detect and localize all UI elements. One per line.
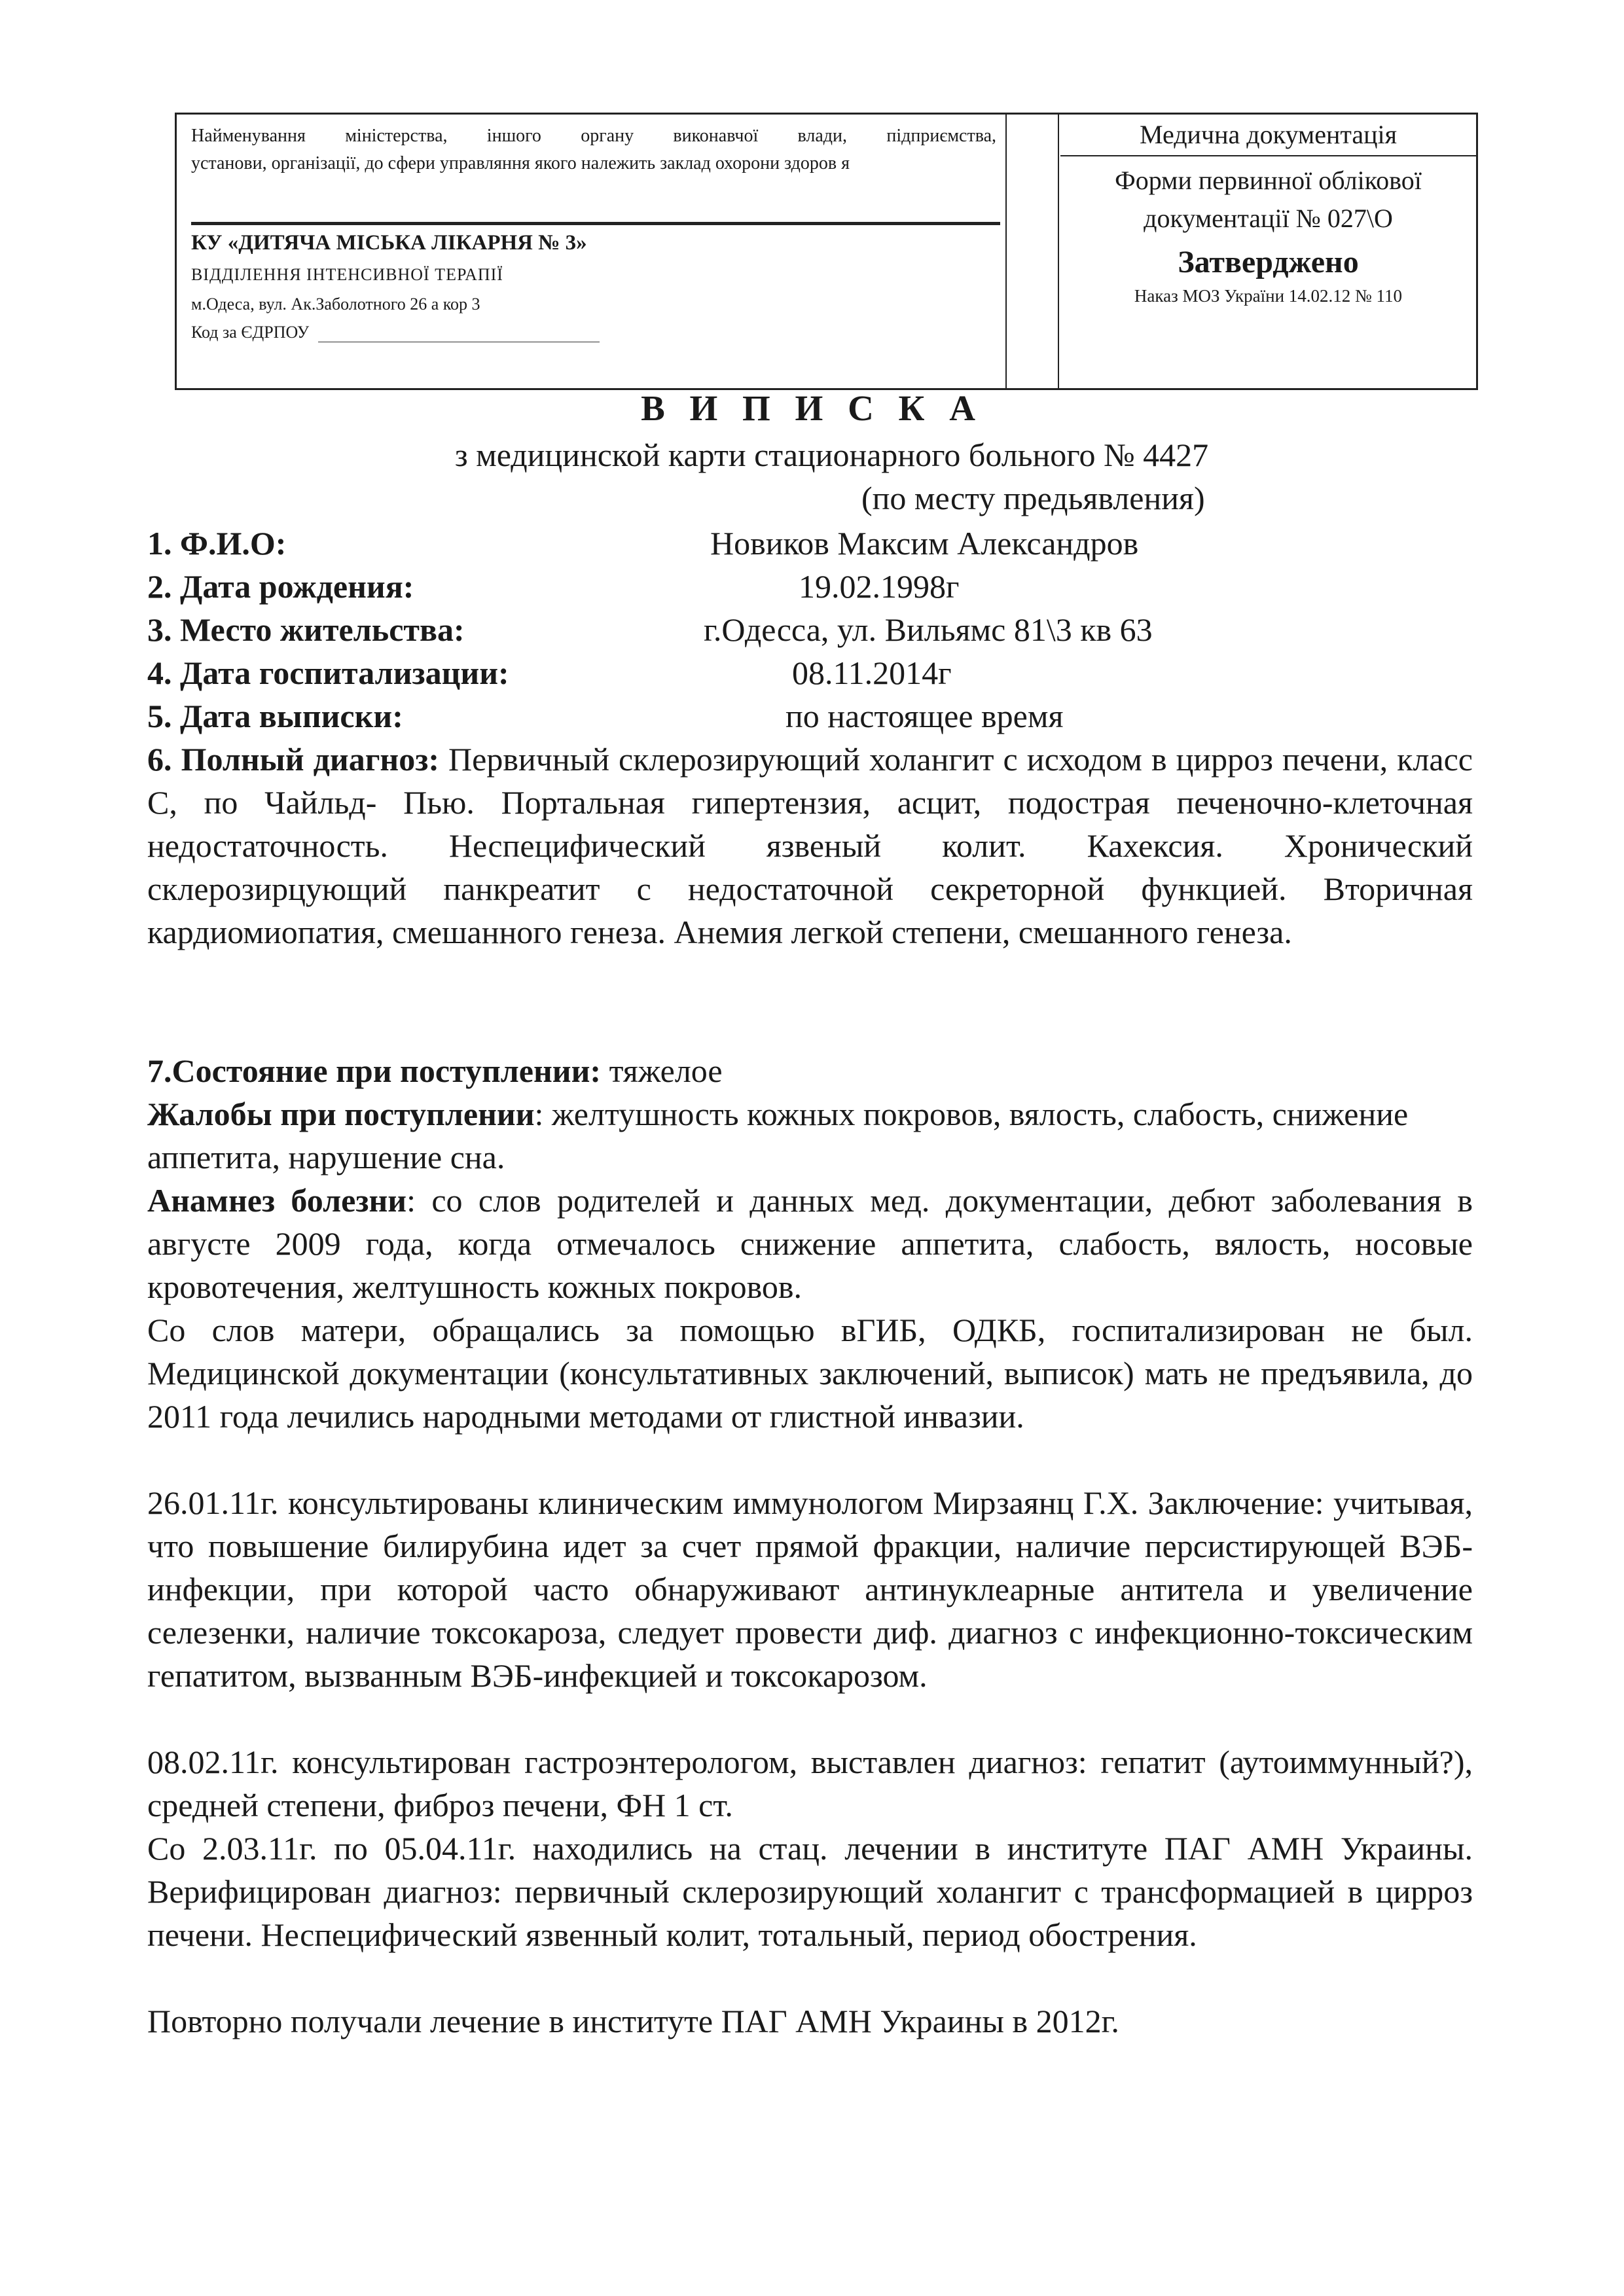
complaints-paragraph [147, 1092, 1450, 1179]
order-reference: Наказ МОЗ України 14.02.12 № 110 [1134, 286, 1403, 306]
condition-label: 7.Состояние при поступлении: [147, 1052, 602, 1089]
condition-value: тяжелое [601, 1052, 723, 1089]
field-value-residence: г.Одесса, ул. Вильямс 81\3 кв 63 [704, 611, 1153, 648]
history-paragraph-1: Со слов матери, обращались за помощью вГИБ, ОДКБ, госпитализирован не был. Медицинской документации (консультативных заключений, выписок) мать не предъявила, до 2011 года лечились народными методами от глистной инвазии. [147, 1312, 1473, 1435]
edrpou-code-row [191, 323, 600, 342]
history-paragraph-4: Со 2.03.11г. по 05.04.11г. находились на стац. лечении в институте ПАГ АМН Украины. Верифицирован диагноз: первичный склерозирующий холангит с трансформацией в цирроз печени. Неспецифический язвенный колит, тотальный, период обострения. [147, 1830, 1473, 1953]
header-box [175, 113, 1478, 390]
anamnesis-text: : со слов родителей и данных мед. документации, дебют заболевания в августе 2009 года, когда отмечалось снижение аппетита, слабость, вялость, носовые кровотечения, желтушность кожных покровов. [147, 1182, 1473, 1305]
edrpou-code-blank [318, 326, 600, 342]
complaints-label: Жалобы при поступлении [147, 1096, 535, 1132]
header-left-block [191, 122, 996, 342]
hospital-name: КУ «ДИТЯЧА МІСЬКА ЛІКАРНЯ № 3» [191, 231, 587, 255]
history-paragraph-3: 08.02.11г. консультирован гастроэнтерологом, выставлен диагноз: гепатит (аутоиммунный?), средней степени, фиброз печени, ФН 1 ст. [147, 1744, 1473, 1823]
forms-line-1: Форми первинної облікової [1115, 166, 1422, 195]
anamnesis-label: Анамнез болезни [147, 1182, 407, 1219]
field-label-residence: 3. Место жительства: [147, 611, 465, 648]
condition-line [147, 1049, 1473, 1092]
document-subtitle: з медицинской карти стационарного больного № 4427 [454, 437, 1209, 473]
field-label-fio: 1. Ф.И.О: [147, 525, 287, 562]
history-paragraph-5: Повторно получали лечение в институте ПАГ АМН Украины в 2012г. [147, 2003, 1119, 2039]
field-label-birthdate: 2. Дата рождения: [147, 568, 414, 605]
header-right-block [1060, 115, 1476, 306]
history-paragraph-2: 26.01.11г. консультированы клиническим иммунологом Мирзаянц Г.Х. Заключение: учитывая, что повышение билирубина идет за счет прямой фракции, наличие персистирующей ВЭБ-инфекции, при которой часто обнаруживают антинуклеарные антитела и увеличение селезенки, наличие токсокароза, следует провести диф. диагноз с инфекционно-токсическим гепатитом, вызванным ВЭБ-инфекцией и токсокарозом. [147, 1484, 1473, 1694]
field-value-admission-date: 08.11.2014г [792, 655, 952, 691]
department-name: ВІДДІЛЕННЯ ІНТЕНСИВНОЇ ТЕРАПІЇ [191, 265, 503, 284]
field-value-fio: Новиков Максим Александров [710, 525, 1139, 562]
document-title: В И П И С К А [641, 388, 983, 428]
field-value-discharge-date: по настоящее время [785, 698, 1064, 734]
document-subtitle-note: (по месту предьявления) [861, 480, 1205, 516]
diagnosis-label: 6. Полный диагноз: [147, 741, 439, 778]
header-divider [191, 222, 1000, 225]
complaints-text: : желтушность кожных покровов, вялость, слабость, снижение аппетита, нарушение сна. [147, 1096, 1409, 1175]
approved-label: Затверджено [1178, 245, 1359, 279]
hospital-address: м.Одеса, вул. Ак.Заболотного 26 а кор 3 [191, 295, 480, 314]
edrpou-code-label: Код за ЄДРПОУ [191, 323, 310, 342]
medical-documentation-title: Медична документація [1060, 115, 1476, 156]
forms-caption [1060, 162, 1476, 238]
ministry-line-2: установи, організації, до сфери управляння якого належить заклад охорони здоров я [191, 153, 850, 173]
diagnosis-paragraph [147, 738, 1473, 954]
header-middle-column [1005, 115, 1059, 388]
anamnesis-paragraph [147, 1179, 1473, 1308]
field-label-discharge-date: 5. Дата выписки: [147, 698, 403, 734]
diagnosis-text: Первичный склерозирующий холангит с исходом в цирроз печени, класс С, по Чайльд- Пью. Портальная гипертензия, асцит, подострая печеночно-клеточная недостаточность. Неспецифический язвеный колит. Кахексия. Хронический склерозирцующий панкреатит с недостаточной секреторной функцией. Вторичная кардиомиопатия, смешанного генеза. Анемия легкой степени, смешанного генеза. [147, 741, 1473, 950]
forms-line-2: документації № 027\О [1144, 204, 1393, 233]
field-value-birthdate: 19.02.1998г [799, 568, 960, 605]
field-label-admission-date: 4. Дата госпитализации: [147, 655, 509, 691]
ministry-line-1: Найменування міністерства, іншого органу виконавчої влади, підприємства, [191, 126, 996, 146]
